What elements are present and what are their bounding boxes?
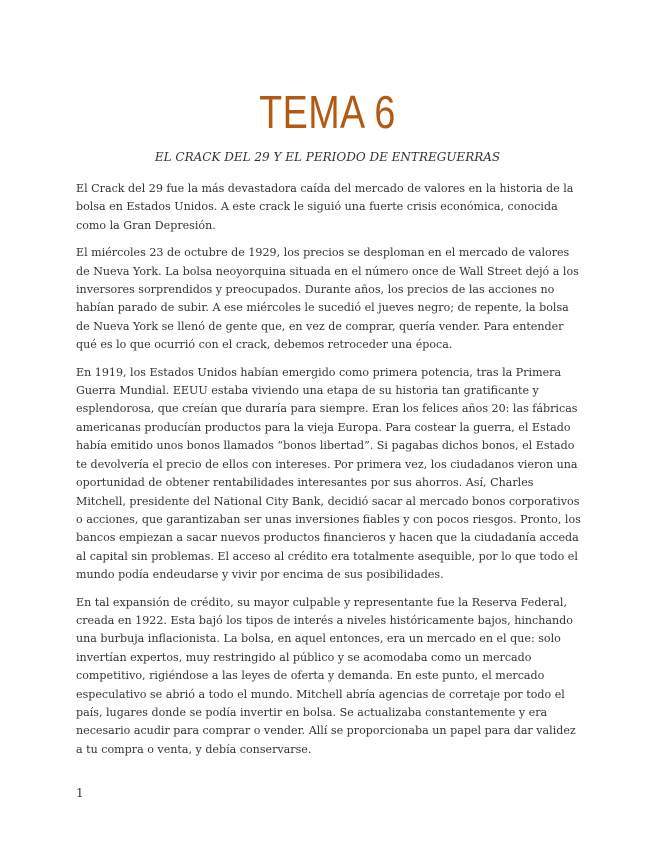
paragraph-1: El Crack del 29 fue la más devastadora caída del mercado de valores en la historia de la bolsa en Estados Unidos. A este crack le siguió una fuerte crisis económica, conocida como la Gran Depresión.: [76, 182, 574, 232]
page-subtitle: EL CRACK DEL 29 Y EL PERIODO DE ENTREGUERRAS: [154, 150, 501, 164]
paragraph-4: En tal expansión de crédito, su mayor culpable y representante fue la Reserva Federal, creada en 1922. Esta bajó los tipos de interés a niveles históricamente bajos, hinchando una burbuja inflacionista. La bolsa, en aquel entonces, era un mercado en el que: solo invertían expertos, muy restringido al público y se acomodaba como un mercado competitivo, rigiéndose a las leyes de oferta y demanda. En este punto, el mercado especulativo se abrió a todo el mundo. Mitchell abría agencias de corretaje por todo el país, lugares donde se podía invertir en bolsa. Se actualizaba constantemente y era necesario acudir para comprar o vender. Allí se proporcionaba un papel para dar validez a tu compra o venta, y debía conservarse.: [76, 595, 576, 756]
paragraph-3: En 1919, los Estados Unidos habían emergido como primera potencia, tras la Primera Guerra Mundial. EEUU estaba viviendo una etapa de su historia tan gratificante y esplendorosa, que creían que duraría para siempre. Eran los felices años 20: las fábricas americanas producían productos para la vieja Europa. Para costear la guerra, el Estado había emitido unos bonos llamados “bonos libertad”. Si pagabas dichos bonos, el Estado te devolvería el precio de ellos con intereses. Por primera vez, los ciudadanos vieron una oportunidad de obtener rentabilidades interesantes por sus ahorros. Así, Charles Mitchell, presidente del National City Bank, decidió sacar al mercado bonos corporativos o acciones, que garantizaban ser unas inversiones fiables y con pocos riesgos. Pronto, los bancos empiezan a sacar nuevos productos financieros y hacen que la ciudadanía acceda al capital sin problemas. El acceso al crédito era totalmente asequible, por lo que todo el mundo podía endeudarse y vivir por encima de sus posibilidades.: [76, 365, 581, 582]
page-number: 1: [76, 786, 84, 800]
paragraph-2: El miércoles 23 de octubre de 1929, los precios se desploman en el mercado de valores de Nueva York. La bolsa neoyorquina situada en el número once de Wall Street dejó a los inversores sorprendidos y preocupados. Durante años, los precios de las acciones no habían parado de subir. A ese miércoles le sucedió el jueves negro; de repente, la bolsa de Nueva York se llenó de gente que, en vez de comprar, quería vender. Para entender qué es lo que ocurrió con el crack, debemos retroceder una época.: [76, 246, 579, 352]
page-title: TEMA 6: [259, 86, 396, 138]
body-text: [76, 180, 582, 768]
